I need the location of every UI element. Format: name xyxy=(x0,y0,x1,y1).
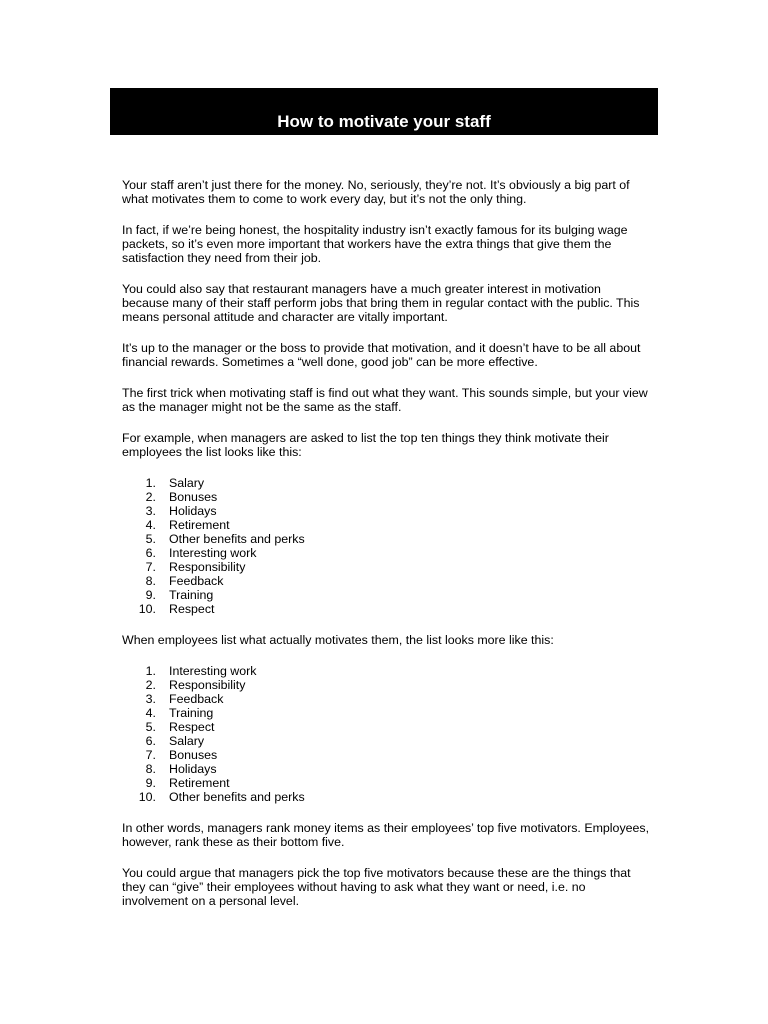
list-item xyxy=(122,504,650,518)
list-item xyxy=(122,678,650,692)
list-number: 10. xyxy=(138,790,156,804)
list-number: 2. xyxy=(145,678,156,692)
list-item-text: Holidays xyxy=(169,504,217,518)
list-number: 8. xyxy=(145,762,156,776)
list-item-text: Other benefits and perks xyxy=(169,790,305,804)
list-item-text: Training xyxy=(169,706,214,720)
list-item-text: Feedback xyxy=(169,574,224,588)
list-number: 4. xyxy=(145,706,156,720)
list-item-text: Salary xyxy=(169,476,205,490)
list-number: 7. xyxy=(145,748,156,762)
list-item-text: Retirement xyxy=(169,776,230,790)
list-number: 6. xyxy=(145,546,156,560)
managers-motivators-list xyxy=(122,476,650,616)
list-item-text: Interesting work xyxy=(169,546,257,560)
list-number: 5. xyxy=(145,720,156,734)
list-number: 1. xyxy=(145,664,156,678)
list-item-text: Respect xyxy=(169,720,215,734)
list-item xyxy=(122,734,650,748)
list-number: 3. xyxy=(145,692,156,706)
list-number: 4. xyxy=(145,518,156,532)
paragraph: In fact, if we’re being honest, the hospitality industry isn’t exactly famous for its bulging wage packets, so it’s even more important that workers have the extra things that give them the satisfaction they need from their job. xyxy=(122,223,628,265)
list-item-text: Retirement xyxy=(169,518,230,532)
list-number: 3. xyxy=(145,504,156,518)
list-item xyxy=(122,762,650,776)
list-item xyxy=(122,748,650,762)
paragraph: Your staff aren’t just there for the money. No, seriously, they’re not. It’s obviously a big part of what motivates them to come to work every day, but it’s not the only thing. xyxy=(122,178,630,206)
list-item-text: Salary xyxy=(169,734,205,748)
list-item-text: Responsibility xyxy=(169,560,246,574)
list-item xyxy=(122,560,650,574)
list-item-text: Training xyxy=(169,588,214,602)
list-item xyxy=(122,692,650,706)
title-banner xyxy=(110,88,658,135)
list-item xyxy=(122,518,650,532)
list-number: 7. xyxy=(145,560,156,574)
list-number: 9. xyxy=(145,776,156,790)
list-item-text: Other benefits and perks xyxy=(169,532,305,546)
list-number: 9. xyxy=(145,588,156,602)
list-item-text: Holidays xyxy=(169,762,217,776)
list-item xyxy=(122,602,650,616)
list-item-text: Responsibility xyxy=(169,678,246,692)
list-item xyxy=(122,546,650,560)
list-number: 8. xyxy=(145,574,156,588)
list-number: 6. xyxy=(145,734,156,748)
list-item xyxy=(122,706,650,720)
list-item xyxy=(122,574,650,588)
paragraph: You could argue that managers pick the top five motivators because these are the things that they can “give” their employees without having to ask what they want or need, i.e. no involvement on a personal level. xyxy=(122,866,631,908)
list-item xyxy=(122,664,650,678)
paragraph: For example, when managers are asked to list the top ten things they think motivate their employees the list looks like this: xyxy=(122,431,609,459)
list-item xyxy=(122,532,650,546)
list-item-text: Respect xyxy=(169,602,215,616)
paragraph: You could also say that restaurant managers have a much greater interest in motivation because many of their staff perform jobs that bring them in regular contact with the public. This means personal attitude and character are vitally important. xyxy=(122,282,640,324)
list-item xyxy=(122,588,650,602)
list-item-text: Feedback xyxy=(169,692,224,706)
paragraph: It’s up to the manager or the boss to provide that motivation, and it doesn’t have to be all about financial rewards. Sometimes a “well done, good job” can be more effective. xyxy=(122,341,641,369)
list-item xyxy=(122,776,650,790)
list-item-text: Bonuses xyxy=(169,490,218,504)
list-item xyxy=(122,790,650,804)
list-item xyxy=(122,720,650,734)
list-number: 1. xyxy=(145,476,156,490)
paragraph: When employees list what actually motivates them, the list looks more like this: xyxy=(122,633,554,647)
list-item xyxy=(122,490,650,504)
list-number: 2. xyxy=(145,490,156,504)
employees-motivators-list xyxy=(122,664,650,804)
paragraph: In other words, managers rank money items as their employees’ top five motivators. Employees, however, rank these as their bottom five. xyxy=(122,821,650,849)
list-item-text: Interesting work xyxy=(169,664,257,678)
list-item-text: Bonuses xyxy=(169,748,218,762)
list-item xyxy=(122,476,650,490)
document-body xyxy=(122,178,650,925)
page-title: How to motivate your staff xyxy=(277,112,491,131)
paragraph: The first trick when motivating staff is find out what they want. This sounds simple, but your view as the manager might not be the same as the staff. xyxy=(122,386,648,414)
list-number: 5. xyxy=(145,532,156,546)
list-number: 10. xyxy=(138,602,156,616)
